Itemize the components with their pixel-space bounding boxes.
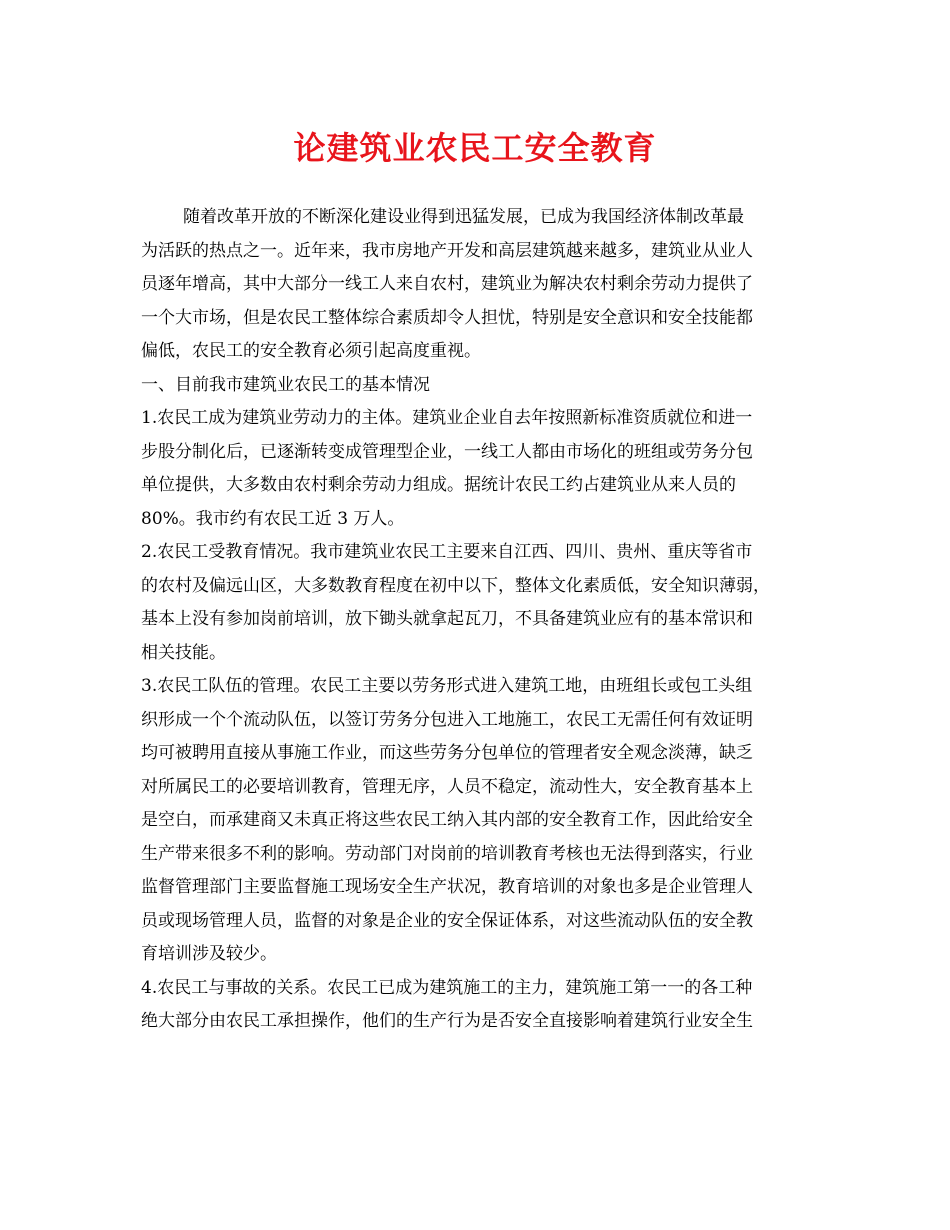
paragraph-line: 监督管理部门主要监督施工现场安全生产状况，教育培训的对象也多是企业管理人 (141, 877, 753, 897)
paragraph-line: 对所属民工的必要培训教育，管理无序，人员不稳定，流动性大，安全教育基本上 (141, 776, 753, 797)
paragraph-line: 员逐年增高，其中大部分一线工人来自农村，建筑业为解决农村剩余劳动力提供了 (141, 274, 753, 294)
paragraph-line: 相关技能。 (141, 642, 226, 663)
document-title: 论建筑业农民工安全教育 (293, 129, 657, 167)
paragraph-line: 一个大市场，但是农民工整体综合素质却令人担忧，特别是安全意识和安全技能都 (141, 307, 753, 328)
paragraph-line: 均可被聘用直接从事施工作业，而这些劳务分包单位的管理者安全观念淡薄，缺乏 (141, 743, 753, 763)
paragraph-line: 的农村及偏远山区，大多数教育程度在初中以下，整体文化素质低，安全知识薄弱， (141, 575, 770, 596)
paragraph-line: 是空白，而承建商又未真正将这些农民工纳入其内部的安全教育工作，因此给安全 (141, 810, 753, 830)
paragraph-line: 步股分制化后，已逐渐转变成管理型企业，一线工人都由市场化的班组或劳务分包 (141, 441, 753, 462)
paragraph-line: 生产带来很多不利的影响。劳动部门对岗前的培训教育考核也无法得到落实，行业 (141, 843, 753, 864)
paragraph-line: 绝大部分由农民工承担操作，他们的生产行为是否安全直接影响着建筑行业安全生 (141, 1011, 753, 1031)
paragraph-line: 4.农民工与事故的关系。农民工已成为建筑施工的主力，建筑施工第一一的各工种 (141, 977, 753, 998)
document-body (141, 201, 809, 1039)
paragraph-line: 基本上没有参加岗前培训，放下锄头就拿起瓦刀，不具备建筑业应有的基本常识和 (141, 609, 753, 629)
paragraph-line: 3.农民工队伍的管理。农民工主要以劳务形式进入建筑工地，由班组长或包工头组 (141, 676, 753, 696)
paragraph-line: 为活跃的热点之一。近年来，我市房地产开发和高层建筑越来越多，建筑业从业人 (141, 240, 753, 261)
paragraph-line: 随着改革开放的不断深化建设业得到迅猛发展，已成为我国经济体制改革最 (183, 207, 744, 227)
section-heading: 一、目前我市建筑业农民工的基本情况 (141, 374, 430, 395)
paragraph-line: 偏低，农民工的安全教育必须引起高度重视。 (141, 341, 481, 361)
paragraph-line: 单位提供，大多数由农村剩余劳动力组成。据统计农民工约占建筑业从来人员的 (141, 475, 736, 495)
paragraph-line: 2.农民工受教育情况。我市建筑业农民工主要来自江西、四川、贵州、重庆等省市 (141, 542, 753, 562)
paragraph-line: 员或现场管理人员，监督的对象是企业的安全保证体系，对这些流动队伍的安全教 (141, 910, 753, 931)
paragraph-line: 织形成一个个流动队伍，以签订劳务分包进入工地施工，农民工无需任何有效证明 (141, 709, 753, 730)
paragraph-line: 1.农民工成为建筑业劳动力的主体。建筑业企业自去年按照新标准资质就位和进一 (141, 408, 753, 428)
paragraph-line: 80%。我市约有农民工近 3 万人。 (141, 508, 405, 529)
paragraph-line: 育培训涉及较少。 (141, 944, 277, 964)
